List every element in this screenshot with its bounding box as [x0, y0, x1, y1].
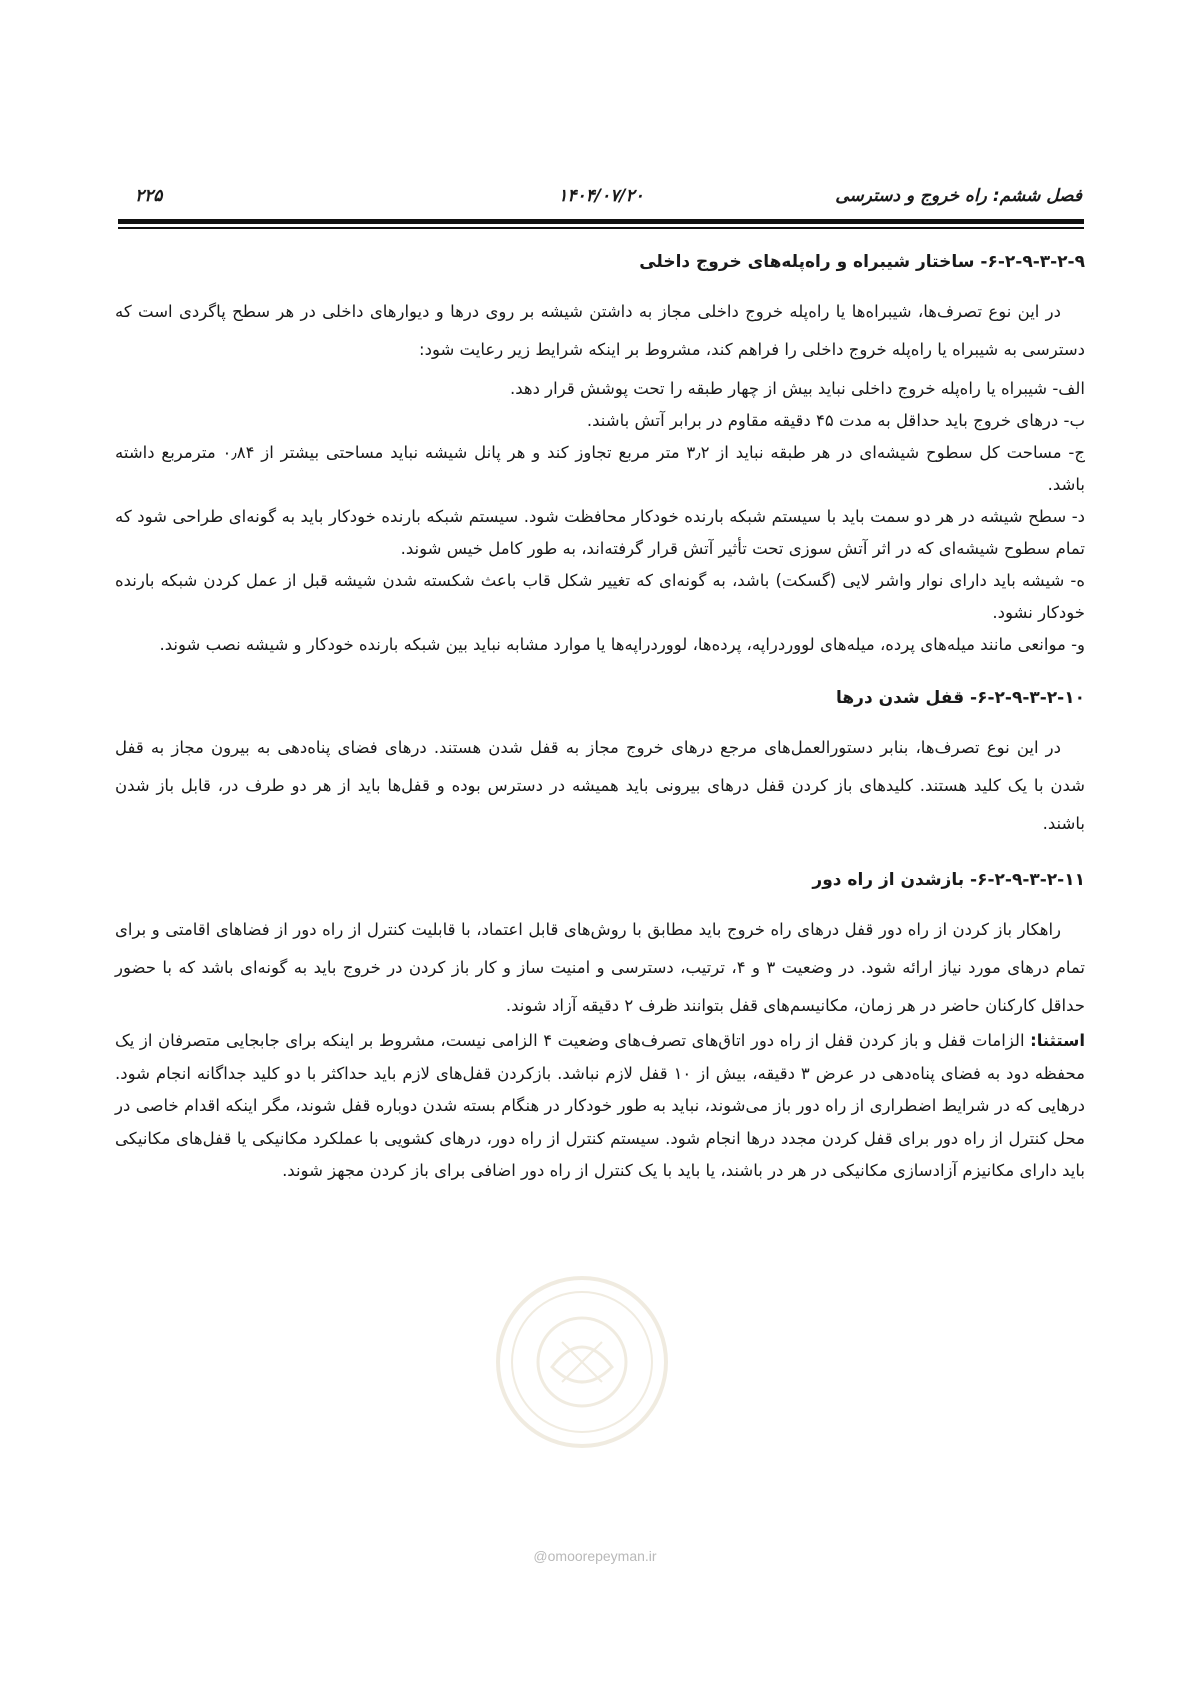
- chapter-title: فصل ششم: راه خروج و دسترسی: [835, 186, 1082, 206]
- section-intro: در این نوع تصرف‌ها، شیبراه‌ها یا راه‌پله خروج داخلی مجاز به داشتن شیشه بر روی درها و دیوارهای داخلی در هر سطح پاگردی است که دسترسی به شیبراه یا راه‌پله خروج داخلی را فراهم کند، مشروط بر اینکه شرایط زیر رعایت شود:: [115, 302, 1085, 359]
- section-body: در این نوع تصرف‌ها، بنابر دستورالعمل‌های مرجع درهای خروج مجاز به قفل شدن هستند. درهای فضای پناه‌دهی به بیرون مجاز به قفل شدن با یک کلید هستند. کلیدهای باز کردن قفل درهای بیرونی باید همیشه در دسترس بوده و قفل‌ها باید از هر دو طرف در، قابل باز شدن باشند.: [115, 738, 1085, 833]
- running-header: [120, 186, 1082, 216]
- section-heading: ۶-۲-۹-۳-۲-۱۰- قفل شدن درها: [835, 688, 1085, 708]
- watermark-seal-icon: [492, 1272, 672, 1452]
- list-item: ج- مساحت کل سطوح شیشه‌ای در هر طبقه نباید از ۳٫۲ متر مربع تجاوز کند و هر پانل شیشه نباید مساحتی بیشتر از ۰٫۸۴ مترمربع داشته باشد.: [115, 443, 1086, 494]
- spacer: [115, 843, 1085, 865]
- list-item: ه- شیشه باید دارای نوار واشر لایی (گسکت) باشد، به گونه‌ای که تغییر شکل قاب باعث شکسته شدن شیشه قبل از عمل کردن شبکه بارنده خودکار نشود.: [115, 571, 1085, 622]
- list-item: د- سطح شیشه در هر دو سمت باید با سیستم شبکه بارنده خودکار محافظت شود. سیستم شبکه بارنده خودکار باید به گونه‌ای طراحی شود که تمام سطوح شیشه‌ای که در اثر آتش سوزی تحت تأثیر آتش قرار گرفته‌اند، به طور کامل خیس شوند.: [115, 507, 1085, 558]
- watermark-url: @omoorepeyman.ir: [533, 1548, 657, 1564]
- exception-paragraph: [115, 1025, 1085, 1188]
- section-heading: ۶-۲-۹-۳-۲-۹- ساختار شیبراه و راه‌پله‌های خروج داخلی: [639, 252, 1085, 272]
- section-heading: ۶-۲-۹-۳-۲-۱۱- بازشدن از راه دور: [812, 870, 1085, 890]
- header-date: ۱۴۰۴/۰۷/۲۰: [558, 186, 644, 206]
- header-rule-thick: [118, 219, 1084, 224]
- exception-text: الزامات قفل و باز کردن قفل از راه دور اتاق‌های تصرف‌های وضعیت ۴ الزامی نیست، مشروط بر اینکه برای جابجایی متصرفان از یک محفظه دود به فضای پناه‌دهی در عرض ۳ دقیقه، بیش از ۱۰ قفل لازم نباشد. بازکردن قفل‌های لازم باید حداکثر با دو کلید جداگانه انجام شود. درهایی که در شرایط اضطراری از راه دور باز می‌شوند، نباید به طور خودکار در هنگام بسته شدن دوباره قفل شوند، مگر اینکه اقدام خاصی در محل کنترل از راه دور برای قفل کردن مجدد درها انجام شود. سیستم کنترل از راه دور، درهای کشویی با عملکرد مکانیکی یا قفل‌های مکانیکی باید دارای مکانیزم آزادسازی مکانیکی در هر در باشند، یا باید با یک کنترل از راه دور اضافی برای باز کردن مجهز شوند.: [115, 1031, 1085, 1180]
- page-content: [115, 247, 1085, 1188]
- list-item: و- موانعی مانند میله‌های پرده، میله‌های لووردراپه، پرده‌ها، لووردراپه‌ها یا موارد مشابه نباید بین شبکه بارنده خودکار و شیشه نصب شوند.: [159, 635, 1085, 654]
- section-body: راهکار باز کردن از راه دور قفل درهای راه خروج باید مطابق با روش‌های قابل اعتماد، با قابلیت کنترل از راه دور از فضاهای اقامتی و برای تمام درهای مورد نیاز ارائه شود. در وضعیت ۳ و ۴، ترتیب، دسترسی و امنیت ساز و کار باز کردن در خروج باید به گونه‌ای باشد که با حضور حداقل کارکنان حاضر در هر زمان، مکانیسم‌های قفل بتوانند ظرف ۲ دقیقه آزاد شوند.: [115, 920, 1085, 1015]
- page-number: ۲۲۵: [135, 186, 163, 206]
- list-item: الف- شیبراه یا راه‌پله خروج داخلی نباید بیش از چهار طبقه را تحت پوشش قرار دهد.: [509, 379, 1085, 398]
- exception-label: استثنا:: [1030, 1031, 1085, 1050]
- header-rule-thin: [118, 227, 1084, 229]
- list-item: ب- درهای خروج باید حداقل به مدت ۴۵ دقیقه مقاوم در برابر آتش باشند.: [586, 411, 1085, 430]
- spacer: [115, 661, 1085, 683]
